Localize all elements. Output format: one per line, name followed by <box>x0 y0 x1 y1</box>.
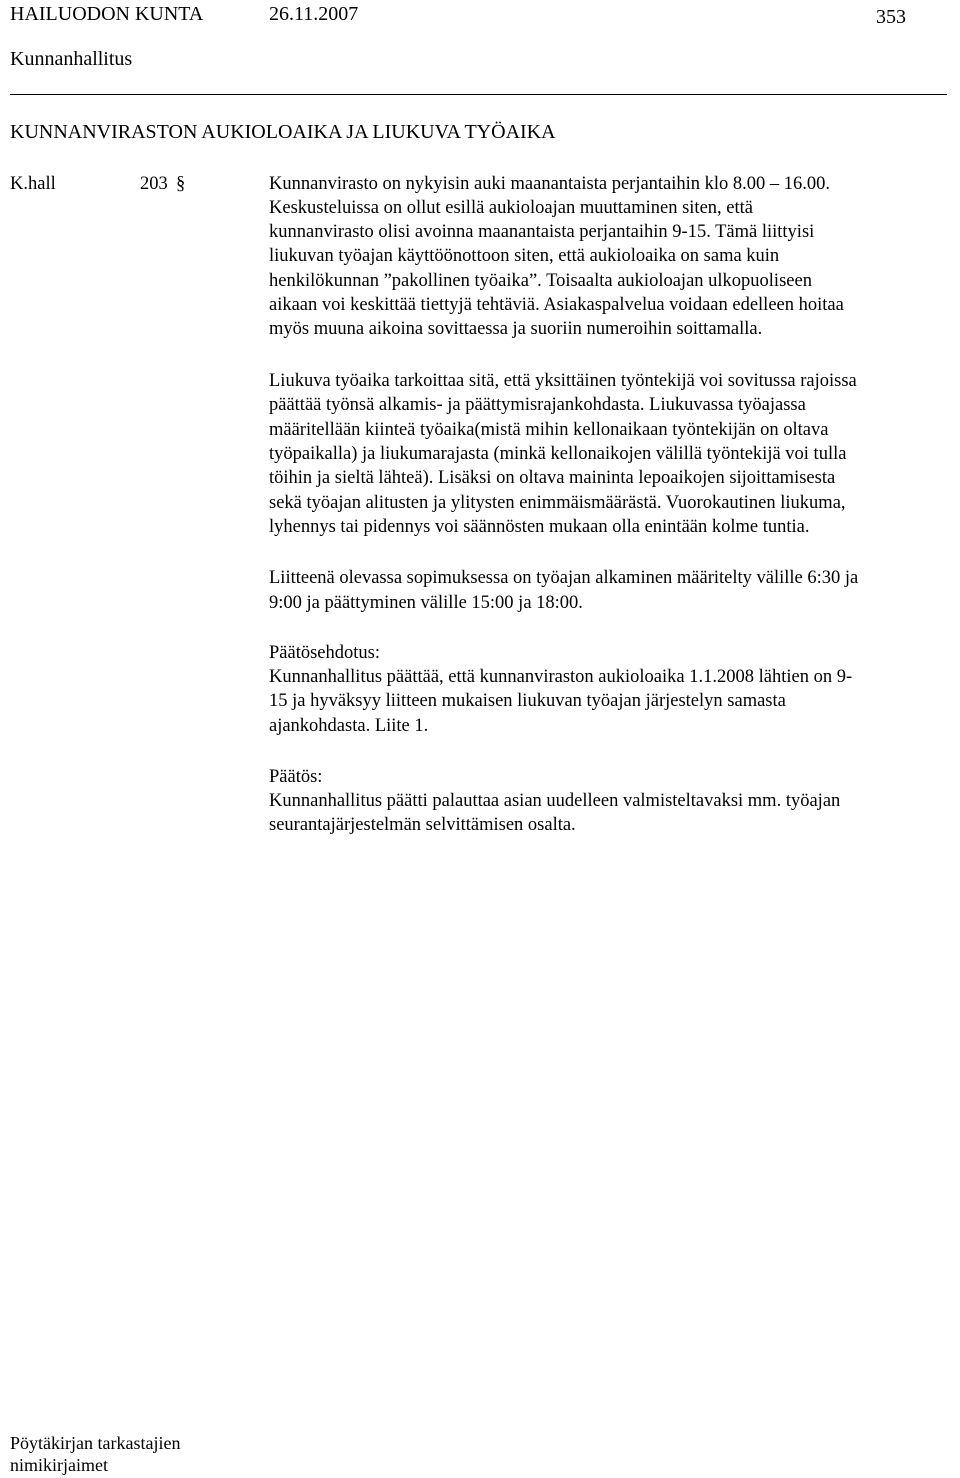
paragraph-symbol: § <box>176 174 186 194</box>
text-line: työpaikalla) ja liukumarajasta (minkä kellonaikojen välillä työntekijä voi tulla <box>269 444 847 464</box>
text-line: ajankohdasta. Liite 1. <box>269 716 429 736</box>
municipality-name: HAILUODON KUNTA <box>10 3 204 25</box>
decision-heading: Päätös: <box>269 767 323 787</box>
text-line: henkilökunnan ”pakollinen työaika”. Toisaalta aukioloajan ulkopuoliseen <box>269 271 812 291</box>
text-line: 15 ja hyväksyy liitteen mukaisen liukuvan työajan järjestelyn samasta <box>269 691 786 711</box>
text-line: kunnanvirasto olisi avoinna maanantaista perjantaihin 9-15. Tämä liittyisi <box>269 222 815 242</box>
text-line: Liukuva työaika tarkoittaa sitä, että yksittäinen työntekijä voi sovitussa rajoissa <box>269 371 857 391</box>
section-title: KUNNANVIRASTON AUKIOLOAIKA JA LIUKUVA TYÖAIKA <box>10 121 556 143</box>
page-number: 353 <box>876 6 906 28</box>
text-line: liukuvan työajan käyttöönottoon siten, että aukioloaika on sama kuin <box>269 246 780 266</box>
text-line: lyhennys tai pidennys voi säännösten mukaan olla enintään kolme tuntia. <box>269 517 810 537</box>
item-reference: K.hall <box>10 174 56 194</box>
text-line: Keskusteluissa on ollut esillä aukioloajan muuttaminen siten, että <box>269 198 753 218</box>
item-number: 203 <box>140 174 168 194</box>
text-line: sekä työajan alitusten ja ylitysten enimmäismäärästä. Vuorokautinen liukuma, <box>269 493 846 513</box>
text-line: päättää työnsä alkamis- ja päättymisrajankohdasta. Liukuvassa työajassa <box>269 395 806 415</box>
meeting-date: 26.11.2007 <box>269 3 359 25</box>
header-rule <box>10 94 947 95</box>
text-line: myös muuna aikoina sovittaessa ja suoriin numeroihin soittamalla. <box>269 319 763 339</box>
text-line: Liitteenä olevassa sopimuksessa on työajan alkaminen määritelty välille 6:30 ja <box>269 568 859 588</box>
text-line: Kunnanvirasto on nykyisin auki maanantaista perjantaihin klo 8.00 – 16.00. <box>269 174 831 194</box>
footer-signature-label: Pöytäkirjan tarkastajien <box>10 1433 181 1453</box>
footer-initials-label: nimikirjaimet <box>10 1455 108 1475</box>
text-line: Kunnanhallitus päättää, että kunnanviraston aukioloaika 1.1.2008 lähtien on 9- <box>269 667 853 687</box>
governing-body: Kunnanhallitus <box>10 48 133 70</box>
text-line: aikaan voi keskittää tiettyjä tehtäviä. Asiakaspalvelua voidaan edelleen hoitaa <box>269 295 844 315</box>
text-line: 9:00 ja päättyminen välille 15:00 ja 18:00. <box>269 593 583 613</box>
text-line: seurantajärjestelmän selvittämisen osalta. <box>269 815 576 835</box>
proposal-heading: Päätösehdotus: <box>269 643 380 663</box>
text-line: töihin ja sieltä lähteä). Lisäksi on oltava maininta lepoaikojen sijoittamisesta <box>269 468 836 488</box>
text-line: määritellään kiinteä työaika(mistä mihin kellonaikaan työntekijän on oltava <box>269 420 829 440</box>
text-line: Kunnanhallitus päätti palauttaa asian uudelleen valmisteltavaksi mm. työajan <box>269 791 841 811</box>
